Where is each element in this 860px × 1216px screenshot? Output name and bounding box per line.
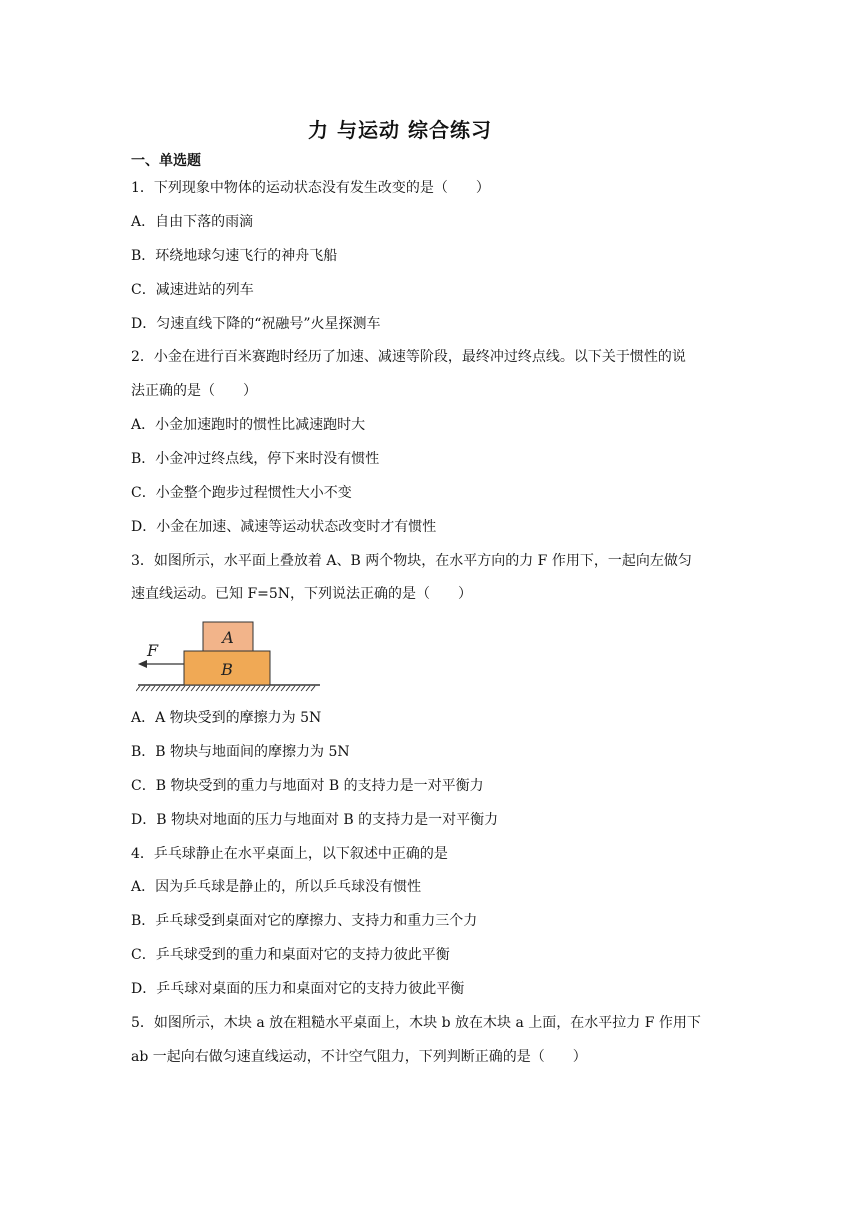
q5-stem-line1: 5．如图所示，木块 a 放在粗糙水平桌面上，木块 b 放在木块 a 上面，在水平拉力 F 作用下 (131, 1015, 701, 1031)
block-b-label: B (221, 660, 233, 679)
ground-hatch-mark (301, 686, 305, 691)
q1-option-a: A．自由下落的雨滴 (131, 214, 254, 230)
ground-hatch-mark (206, 686, 210, 691)
ground-hatch-mark (221, 686, 225, 691)
force-arrow (138, 660, 184, 668)
ground-hatch-mark (196, 686, 200, 691)
ground-hatch-mark (311, 686, 315, 691)
ground-hatch-mark (291, 686, 295, 691)
ground-hatch-mark (211, 686, 215, 691)
stacked-blocks-figure (136, 618, 326, 694)
ground-hatch-mark (176, 686, 180, 691)
ground-hatch-mark (171, 686, 175, 691)
ground-surface (136, 685, 320, 691)
ground-hatch-mark (141, 686, 145, 691)
ground-hatch-mark (306, 686, 310, 691)
q2-option-c: C．小金整个跑步过程惯性大小不变 (131, 485, 352, 501)
ground-hatch-mark (146, 686, 150, 691)
ground-hatch-mark (181, 686, 185, 691)
q4-option-c: C．乒乓球受到的重力和桌面对它的支持力彼此平衡 (131, 947, 450, 963)
q4-option-a: A．因为乒乓球是静止的，所以乒乓球没有惯性 (131, 879, 422, 895)
ground-hatch-mark (296, 686, 300, 691)
ground-hatch-mark (286, 686, 290, 691)
section-heading: 一、单选题 (131, 153, 201, 169)
q3-option-c: C．B 物块受到的重力与地面对 B 的支持力是一对平衡力 (131, 778, 484, 794)
q1-stem: 1．下列现象中物体的运动状态没有发生改变的是（ ） (131, 180, 490, 196)
q5-stem-line2: ab 一起向右做匀速直线运动，不计空气阻力，下列判断正确的是（ ） (131, 1049, 587, 1065)
q2-option-b: B．小金冲过终点线，停下来时没有惯性 (131, 451, 380, 467)
ground-hatch-mark (166, 686, 170, 691)
ground-hatch-mark (261, 686, 265, 691)
q3-option-d: D．B 物块对地面的压力与地面对 B 的支持力是一对平衡力 (131, 812, 499, 828)
page-title: 力 与运动 综合练习 (308, 118, 492, 142)
ground-hatch-mark (266, 686, 270, 691)
q2-stem-line2: 法正确的是（ ） (131, 383, 257, 399)
ground-hatch-mark (186, 686, 190, 691)
q4-option-d: D．乒乓球对桌面的压力和桌面对它的支持力彼此平衡 (131, 981, 465, 997)
ground-hatch-mark (226, 686, 230, 691)
ground-hatch-mark (241, 686, 245, 691)
ground-hatch-mark (256, 686, 260, 691)
ground-hatch-mark (136, 686, 140, 691)
q2-option-a: A．小金加速跑时的惯性比减速跑时大 (131, 417, 366, 433)
q2-option-d: D．小金在加速、减速等运动状态改变时才有惯性 (131, 519, 437, 535)
q4-option-b: B．乒乓球受到桌面对它的摩擦力、支持力和重力三个力 (131, 913, 478, 929)
ground-hatch-mark (216, 686, 220, 691)
q3-stem-line2: 速直线运动。已知 F=5N，下列说法正确的是（ ） (131, 586, 473, 602)
ground-hatch-mark (236, 686, 240, 691)
ground-hatch-mark (276, 686, 280, 691)
q4-stem: 4．乒乓球静止在水平桌面上，以下叙述中正确的是 (131, 846, 448, 862)
q1-option-d: D．匀速直线下降的“祝融号”火星探测车 (131, 316, 381, 332)
q2-stem-line1: 2．小金在进行百米赛跑时经历了加速、减速等阶段，最终冲过终点线。以下关于惯性的说 (131, 349, 686, 365)
q3-option-b: B．B 物块与地面间的摩擦力为 5N (131, 744, 350, 760)
ground-hatch-mark (231, 686, 235, 691)
q1-option-c: C．减速进站的列车 (131, 282, 254, 298)
force-label: F (147, 641, 159, 660)
q3-option-a: A．A 物块受到的摩擦力为 5N (131, 710, 322, 726)
block-a-label: A (222, 628, 234, 647)
ground-hatch-mark (271, 686, 275, 691)
q3-stem-line1: 3．如图所示，水平面上叠放着 A、B 两个物块，在水平方向的力 F 作用下，一起向左做匀 (131, 553, 692, 569)
ground-hatch-mark (281, 686, 285, 691)
ground-hatch-mark (191, 686, 195, 691)
ground-hatch-mark (156, 686, 160, 691)
ground-hatch-mark (251, 686, 255, 691)
ground-hatch-mark (201, 686, 205, 691)
ground-hatch-mark (151, 686, 155, 691)
ground-hatch-mark (246, 686, 250, 691)
ground-hatch-mark (161, 686, 165, 691)
q1-option-b: B．环绕地球匀速飞行的神舟飞船 (131, 248, 338, 264)
